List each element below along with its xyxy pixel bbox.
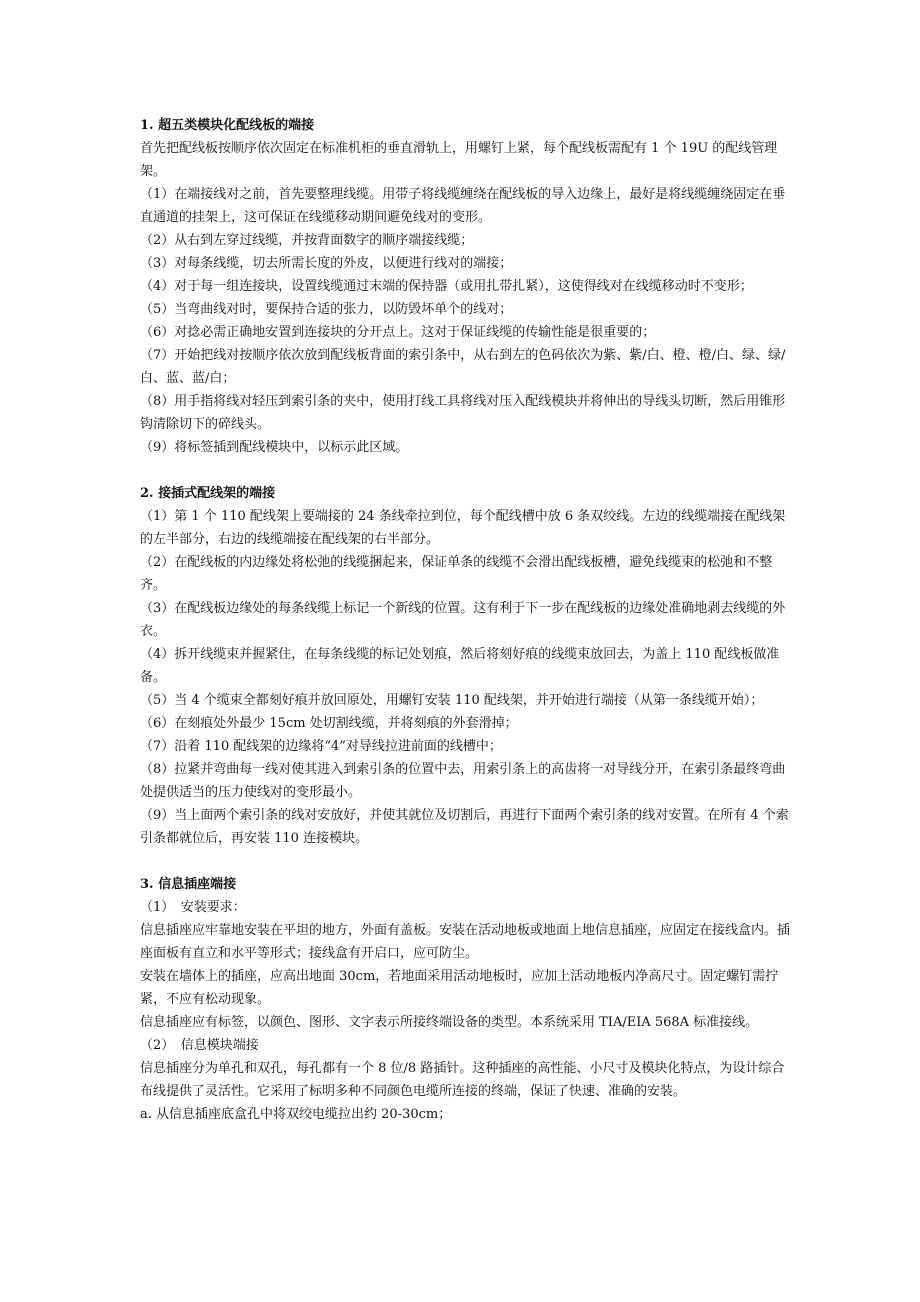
section-3-paragraph: 信息插座应有标签，以颜色、图形、文字表示所接终端设备的类型。本系统采用 TIA/EIA 568A 标准接线。 xyxy=(140,1015,759,1030)
section-3-paragraph: 信息插座应牢靠地安装在平坦的地方，外面有盖板。安装在活动地板或地面上地信息插座，应固定在接线盒内。插座面板有直立和水平等形式；接线盒有开启口，应可防尘。 xyxy=(140,923,791,961)
section-3-paragraph: （2） 信息模块端接 xyxy=(140,1038,259,1053)
section-2-paragraph: （5）当 4 个缆束全都刻好痕并放回原处，用螺钉安装 110 配线架，并开始进行端接（从第一条线缆开始）； xyxy=(140,693,764,708)
section-1-paragraph: （9）将标签插到配线模块中，以标示此区域。 xyxy=(140,440,409,455)
section-2-paragraph: （9）当上面两个索引条的线对安放好，并使其就位及切割后，再进行下面两个索引条的线对安置。在所有 4 个索引条都就位后，再安装 110 连接模块。 xyxy=(140,808,789,846)
section-spacer xyxy=(140,459,790,482)
section-2-paragraph: （1）第 1 个 110 配线架上要端接的 24 条线牵拉到位，每个配线槽中放 6 条双绞线。左边的线缆端接在配线架的左半部分，右边的线缆端接在配线架的右半部分。 xyxy=(140,509,786,547)
section-3-heading: 3. 信息插座端接 xyxy=(140,877,237,892)
section-2-paragraph: （7）沿着 110 配线架的边缘将“4”对导线拉进前面的线槽中； xyxy=(140,739,502,754)
section-spacer xyxy=(140,850,790,873)
section-2-paragraph: （8）拉紧并弯曲每一线对使其进入到索引条的位置中去，用索引条上的高齿将一对导线分开，在索引条最终弯曲处提供适当的压力使线对的变形最小。 xyxy=(140,762,786,800)
section-2-paragraph: （4）拆开线缆束并握紧住，在每条线缆的标记处划痕，然后将刻好痕的线缆束放回去，为盖上 110 配线板做准备。 xyxy=(140,647,780,685)
section-1-paragraph: （3）对每条线缆，切去所需长度的外皮，以便进行线对的端接； xyxy=(140,256,513,271)
section-3-paragraph: （1） 安装要求： xyxy=(140,900,246,915)
section-3-paragraph: a. 从信息插座底盒孔中将双绞电缆拉出约 20-30cm； xyxy=(140,1107,452,1122)
section-2-paragraph: （6）在刻痕处外最少 15cm 处切割线缆，并将刻痕的外套滑掉； xyxy=(140,716,518,731)
section-2-heading: 2. 接插式配线架的端接 xyxy=(140,486,276,501)
section-1-heading: 1. 超五类模块化配线板的端接 xyxy=(140,118,315,133)
section-2-paragraph: （2）在配线板的内边缘处将松弛的线缆捆起来，保证单条的线缆不会滑出配线板槽，避免线缆束的松弛和不整齐。 xyxy=(140,555,773,593)
section-1-paragraph: 首先把配线板按顺序依次固定在标准机柜的垂直滑轨上，用螺钉上紧，每个配线板需配有 1 个 19U 的配线管理架。 xyxy=(140,141,778,179)
section-1-paragraph: （2）从右到左穿过线缆，并按背面数字的顺序端接线缆； xyxy=(140,233,474,248)
section-2-paragraph: （3）在配线板边缘处的每条线缆上标记一个新线的位置。这有利于下一步在配线板的边缘处准确地剥去线缆的外衣。 xyxy=(140,601,786,639)
section-3-paragraph: 安装在墙体上的插座，应高出地面 30cm，若地面采用活动地板时，应加上活动地板内净高尺寸。固定螺钉需拧紧，不应有松动现象。 xyxy=(140,969,779,1007)
section-1-paragraph: （4）对于每一组连接块，设置线缆通过末端的保持器（或用扎带扎紧），这使得线对在线缆移动时不变形； xyxy=(140,279,753,294)
document-page xyxy=(140,114,790,1126)
section-1-paragraph: （1）在端接线对之前，首先要整理线缆。用带子将线缆缠绕在配线板的导入边缘上，最好是将线缆缠绕固定在垂直通道的挂架上，这可保证在线缆移动期间避免线对的变形。 xyxy=(140,187,786,225)
section-1-paragraph: （8）用手指将线对轻压到索引条的夹中，使用打线工具将线对压入配线模块并将伸出的导线头切断，然后用锥形钩清除切下的碎线头。 xyxy=(140,394,786,432)
section-1-paragraph: （7）开始把线对按顺序依次放到配线板背面的索引条中，从右到左的色码依次为紫、紫/白、橙、橙/白、绿、绿/白、蓝、蓝/白； xyxy=(140,348,786,386)
section-1-paragraph: （5）当弯曲线对时，要保持合适的张力，以防毁坏单个的线对； xyxy=(140,302,513,317)
section-1-paragraph: （6）对捻必需正确地安置到连接块的分开点上。这对于保证线缆的传输性能是很重要的； xyxy=(140,325,656,340)
section-3-paragraph: 信息插座分为单孔和双孔，每孔都有一个 8 位/8 路插针。这种插座的高性能、小尺寸及模块化特点，为设计综合布线提供了灵活性。它采用了标明多种不同颜色电缆所连接的终端，保证了快速、准确的安装。 xyxy=(140,1061,785,1099)
